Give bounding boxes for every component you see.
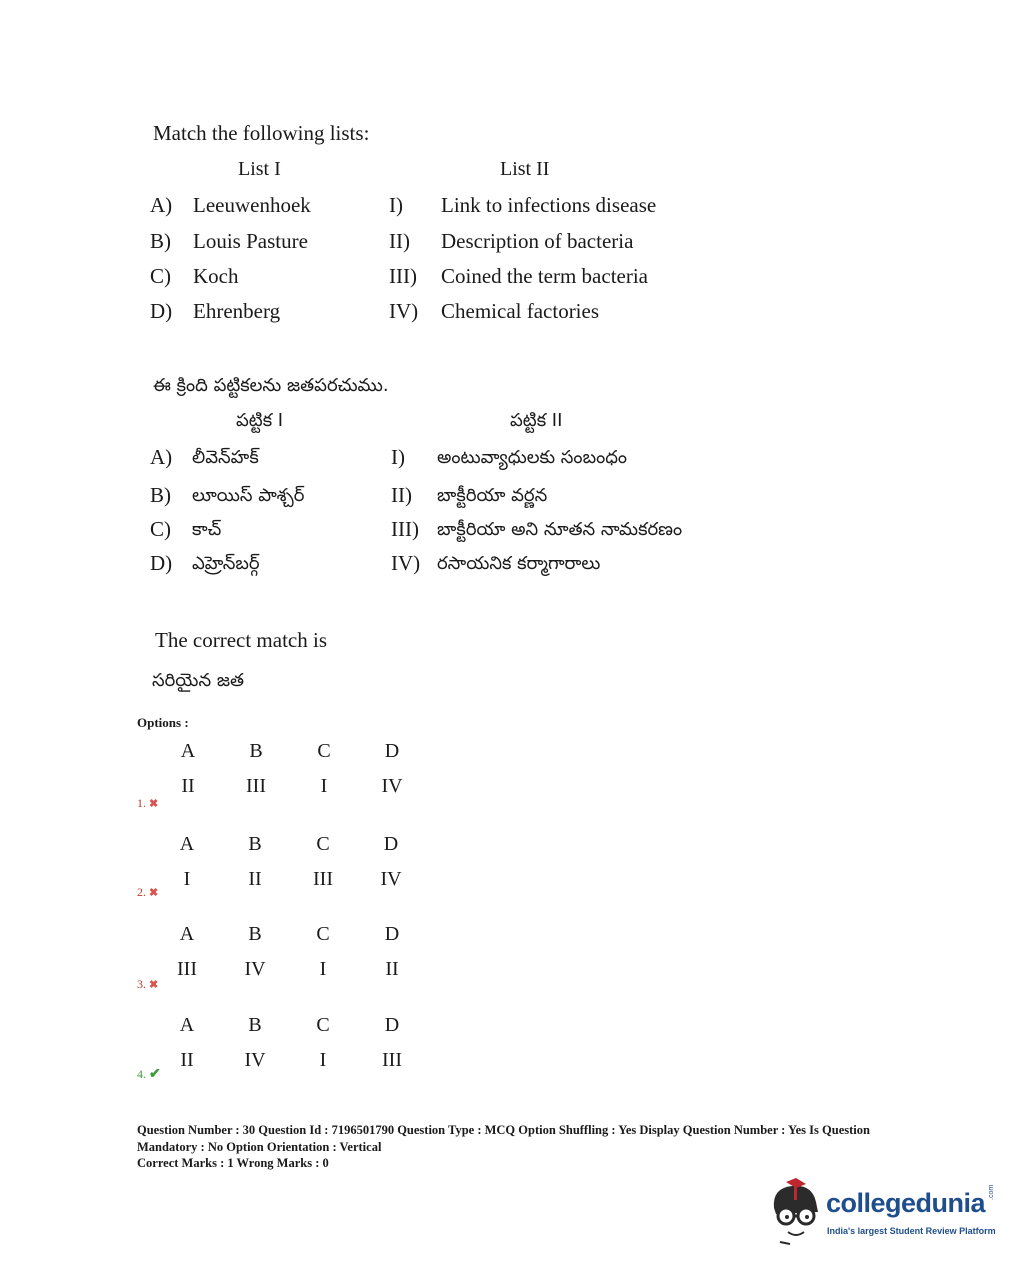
option-header: C <box>316 1014 330 1036</box>
wrong-icon: ✖ <box>149 887 159 899</box>
list1-header-te: పట్టిక I <box>236 410 284 431</box>
collegedunia-logo <box>766 1178 1006 1250</box>
option-header: D <box>384 740 400 762</box>
option-number-label: 1. <box>137 796 146 810</box>
option-header: A <box>179 833 195 855</box>
correct-match-te: సరియైన జత <box>152 670 244 691</box>
row-item: ఎహ్రెన్‌బర్గ్ <box>192 553 260 574</box>
row-letter: A) <box>150 193 173 217</box>
row-roman: I) <box>391 445 405 469</box>
option-header: A <box>180 740 196 762</box>
row-letter: D) <box>150 299 173 323</box>
row-match: Chemical factories <box>441 299 600 323</box>
option-header: C <box>317 740 331 762</box>
logo-com: .com <box>988 1184 995 1200</box>
wrong-icon: ✖ <box>149 979 159 991</box>
check-icon: ✔ <box>149 1067 161 1082</box>
row-roman: III) <box>391 517 419 541</box>
logo-name: collegedunia <box>826 1188 986 1218</box>
row-roman: I) <box>389 193 403 217</box>
option-header: B <box>248 833 262 855</box>
row-match: రసాయనిక కర్మాగారాలు <box>437 553 601 574</box>
option-value: II <box>248 868 262 890</box>
option-value: I <box>183 868 191 890</box>
option-header: B <box>248 1014 262 1036</box>
option-value: I <box>320 775 328 797</box>
row-item: కాచ్ <box>192 519 222 540</box>
option-header: C <box>316 833 330 855</box>
wrong-icon: ✖ <box>149 798 159 810</box>
options-label: Options : <box>137 715 189 730</box>
option-header: D <box>384 923 400 945</box>
row-roman: IV) <box>389 299 419 323</box>
row-roman: II) <box>389 229 410 253</box>
row-roman: II) <box>391 483 412 507</box>
row-match: బాక్టీరియా వర్ణన <box>437 485 548 506</box>
row-letter: C) <box>150 264 171 288</box>
option-value: II <box>385 958 399 980</box>
option-value: III <box>246 775 266 797</box>
question-marks: Correct Marks : 1 Wrong Marks : 0 <box>137 1156 329 1170</box>
question-prompt-te: ఈ క్రింది పట్టికలను జతపరచుము. <box>153 375 389 396</box>
option-value: I <box>319 1049 327 1071</box>
row-match: Description of bacteria <box>441 229 634 253</box>
mascot-icon <box>766 1178 826 1246</box>
row-letter: B) <box>150 229 171 253</box>
row-item: Ehrenberg <box>193 299 281 323</box>
option-value: III <box>382 1049 402 1071</box>
option-number-label: 2. <box>137 885 146 899</box>
option-value: III <box>177 958 197 980</box>
row-match: అంటువ్యాధులకు సంబంధం <box>437 447 628 468</box>
option-value: III <box>313 868 333 890</box>
list2-header-te: పట్టిక II <box>510 410 563 431</box>
option-header: C <box>316 923 330 945</box>
list1-header-en: List I <box>238 158 281 180</box>
option-value: IV <box>381 775 403 797</box>
option-number-label: 3. <box>137 977 146 991</box>
option-header: D <box>383 833 399 855</box>
row-roman: III) <box>389 264 417 288</box>
row-item: Koch <box>193 264 239 288</box>
option-number <box>137 885 158 900</box>
option-value: IV <box>380 868 402 890</box>
row-letter: C) <box>150 517 171 541</box>
row-letter: A) <box>150 445 173 469</box>
option-header: B <box>248 923 262 945</box>
option-header: B <box>249 740 263 762</box>
option-number <box>137 977 158 992</box>
row-letter: B) <box>150 483 171 507</box>
row-letter: D) <box>150 551 173 575</box>
correct-match-en: The correct match is <box>155 628 327 652</box>
question-prompt-en: Match the following lists: <box>153 121 370 145</box>
row-item: Leeuwenhoek <box>193 193 311 217</box>
option-value: I <box>319 958 327 980</box>
option-header: A <box>179 1014 195 1036</box>
option-number <box>137 1066 161 1083</box>
row-match: Coined the term bacteria <box>441 264 648 288</box>
logo-tagline: India's largest Student Review Platform <box>827 1226 996 1236</box>
option-header: A <box>179 923 195 945</box>
option-value: IV <box>244 958 266 980</box>
option-number <box>137 796 158 811</box>
row-item: లీవెన్‌హక్ <box>192 447 259 468</box>
option-header: D <box>384 1014 400 1036</box>
question-meta: Question Number : 30 Question Id : 7196501790 Question Type : MCQ Option Shuffling : Yes Display Question Number : Yes Is Question Mandatory : No Option Orientation : Vertical <box>137 1123 870 1154</box>
row-roman: IV) <box>391 551 421 575</box>
list2-header-en: List II <box>500 158 550 180</box>
row-item: Louis Pasture <box>193 229 308 253</box>
row-match: బాక్టీరియా అని నూతన నామకరణం <box>437 519 683 540</box>
option-number-label: 4. <box>137 1067 146 1081</box>
option-value: II <box>181 775 195 797</box>
row-match: Link to infections disease <box>441 193 657 217</box>
row-item: లూయిస్ పాశ్చర్ <box>192 485 305 506</box>
option-value: II <box>180 1049 194 1071</box>
option-value: IV <box>244 1049 266 1071</box>
